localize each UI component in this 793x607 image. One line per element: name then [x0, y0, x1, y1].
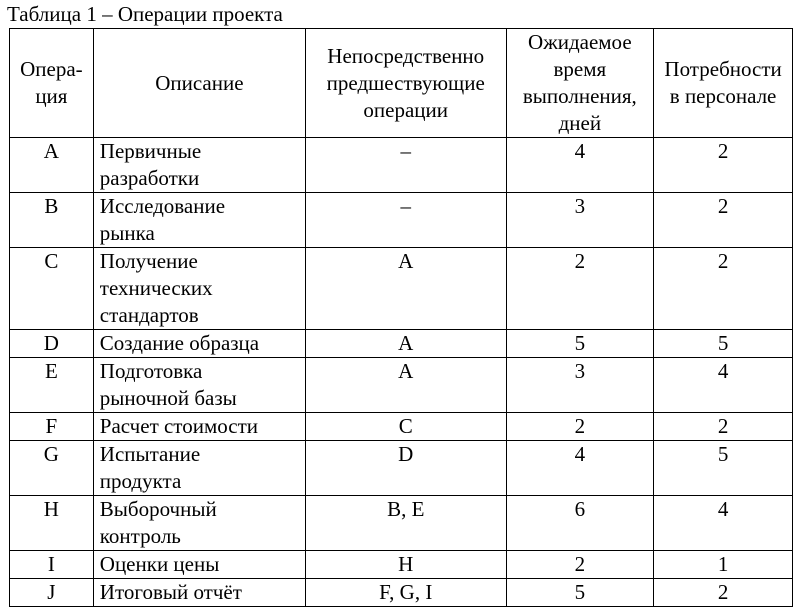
cell-predecessors: – — [305, 193, 506, 248]
operations-table — [9, 28, 793, 607]
cell-expected-time: 6 — [506, 496, 654, 551]
header-predecessors-line: операции — [363, 97, 449, 122]
cell-description: Испытание продукта — [93, 441, 305, 496]
table-row — [10, 413, 793, 441]
table-row — [10, 551, 793, 579]
cell-staff-needs: 2 — [654, 413, 793, 441]
cell-staff-needs: 2 — [654, 193, 793, 248]
header-operation — [10, 29, 94, 138]
cell-staff-needs: 2 — [654, 248, 793, 330]
cell-operation: J — [10, 579, 94, 607]
header-expected-time-line: Ожидаемое — [528, 30, 632, 54]
cell-predecessors: D — [305, 441, 506, 496]
cell-description: Выборочный контроль — [93, 496, 305, 551]
header-predecessors — [305, 29, 506, 138]
cell-predecessors: A — [305, 248, 506, 330]
cell-predecessors: F, G, I — [305, 579, 506, 607]
cell-operation: A — [10, 138, 94, 193]
cell-expected-time: 2 — [506, 551, 654, 579]
cell-predecessors: B, E — [305, 496, 506, 551]
table-row — [10, 441, 793, 496]
cell-predecessors: – — [305, 138, 506, 193]
table-row — [10, 496, 793, 551]
header-expected-time-line: выполнения, — [522, 84, 637, 108]
table-row — [10, 138, 793, 193]
table-row — [10, 358, 793, 413]
header-staff-needs-line: Потребности — [664, 57, 782, 81]
header-staff-needs — [654, 29, 793, 138]
cell-description: Итоговый отчёт — [93, 579, 305, 607]
table-row — [10, 248, 793, 330]
table-header-row — [10, 29, 793, 138]
cell-expected-time: 3 — [506, 358, 654, 413]
cell-expected-time: 2 — [506, 413, 654, 441]
cell-description: Оценки цены — [93, 551, 305, 579]
cell-operation: B — [10, 193, 94, 248]
header-expected-time — [506, 29, 654, 138]
cell-operation: H — [10, 496, 94, 551]
cell-operation: D — [10, 330, 94, 358]
cell-operation: G — [10, 441, 94, 496]
cell-staff-needs: 5 — [654, 441, 793, 496]
cell-expected-time: 5 — [506, 579, 654, 607]
cell-description: Создание образца — [93, 330, 305, 358]
table-caption: Таблица 1 – Операции проекта — [7, 2, 283, 26]
cell-staff-needs: 2 — [654, 138, 793, 193]
cell-expected-time: 4 — [506, 138, 654, 193]
cell-predecessors: A — [305, 358, 506, 413]
cell-operation: E — [10, 358, 94, 413]
header-description — [93, 29, 305, 138]
cell-staff-needs: 1 — [654, 551, 793, 579]
cell-predecessors: C — [305, 413, 506, 441]
cell-staff-needs: 5 — [654, 330, 793, 358]
table-row — [10, 330, 793, 358]
header-description-text: Описание — [155, 70, 244, 95]
header-expected-time-line: дней — [558, 111, 602, 135]
cell-expected-time: 4 — [506, 441, 654, 496]
cell-expected-time: 5 — [506, 330, 654, 358]
cell-expected-time: 2 — [506, 248, 654, 330]
table-row — [10, 193, 793, 248]
cell-operation: C — [10, 248, 94, 330]
cell-operation: F — [10, 413, 94, 441]
cell-description: Исследование рынка — [93, 193, 305, 248]
cell-description: Получение технических стандартов — [93, 248, 305, 330]
header-expected-time-line: время — [553, 57, 607, 81]
header-operation-line: Опера- — [20, 57, 83, 81]
cell-description: Подготовка рыночной базы — [93, 358, 305, 413]
header-predecessors-line: предшествующие — [326, 70, 485, 95]
table-row — [10, 579, 793, 607]
cell-predecessors: H — [305, 551, 506, 579]
header-predecessors-line: Непосредственно — [327, 43, 485, 68]
cell-description: Расчет стоимости — [93, 413, 305, 441]
cell-operation: I — [10, 551, 94, 579]
cell-staff-needs: 4 — [654, 496, 793, 551]
cell-staff-needs: 2 — [654, 579, 793, 607]
cell-expected-time: 3 — [506, 193, 654, 248]
cell-predecessors: A — [305, 330, 506, 358]
header-staff-needs-line: в персонале — [669, 84, 777, 108]
header-operation-line: ция — [35, 84, 68, 108]
cell-staff-needs: 4 — [654, 358, 793, 413]
cell-description: Первичные разработки — [93, 138, 305, 193]
